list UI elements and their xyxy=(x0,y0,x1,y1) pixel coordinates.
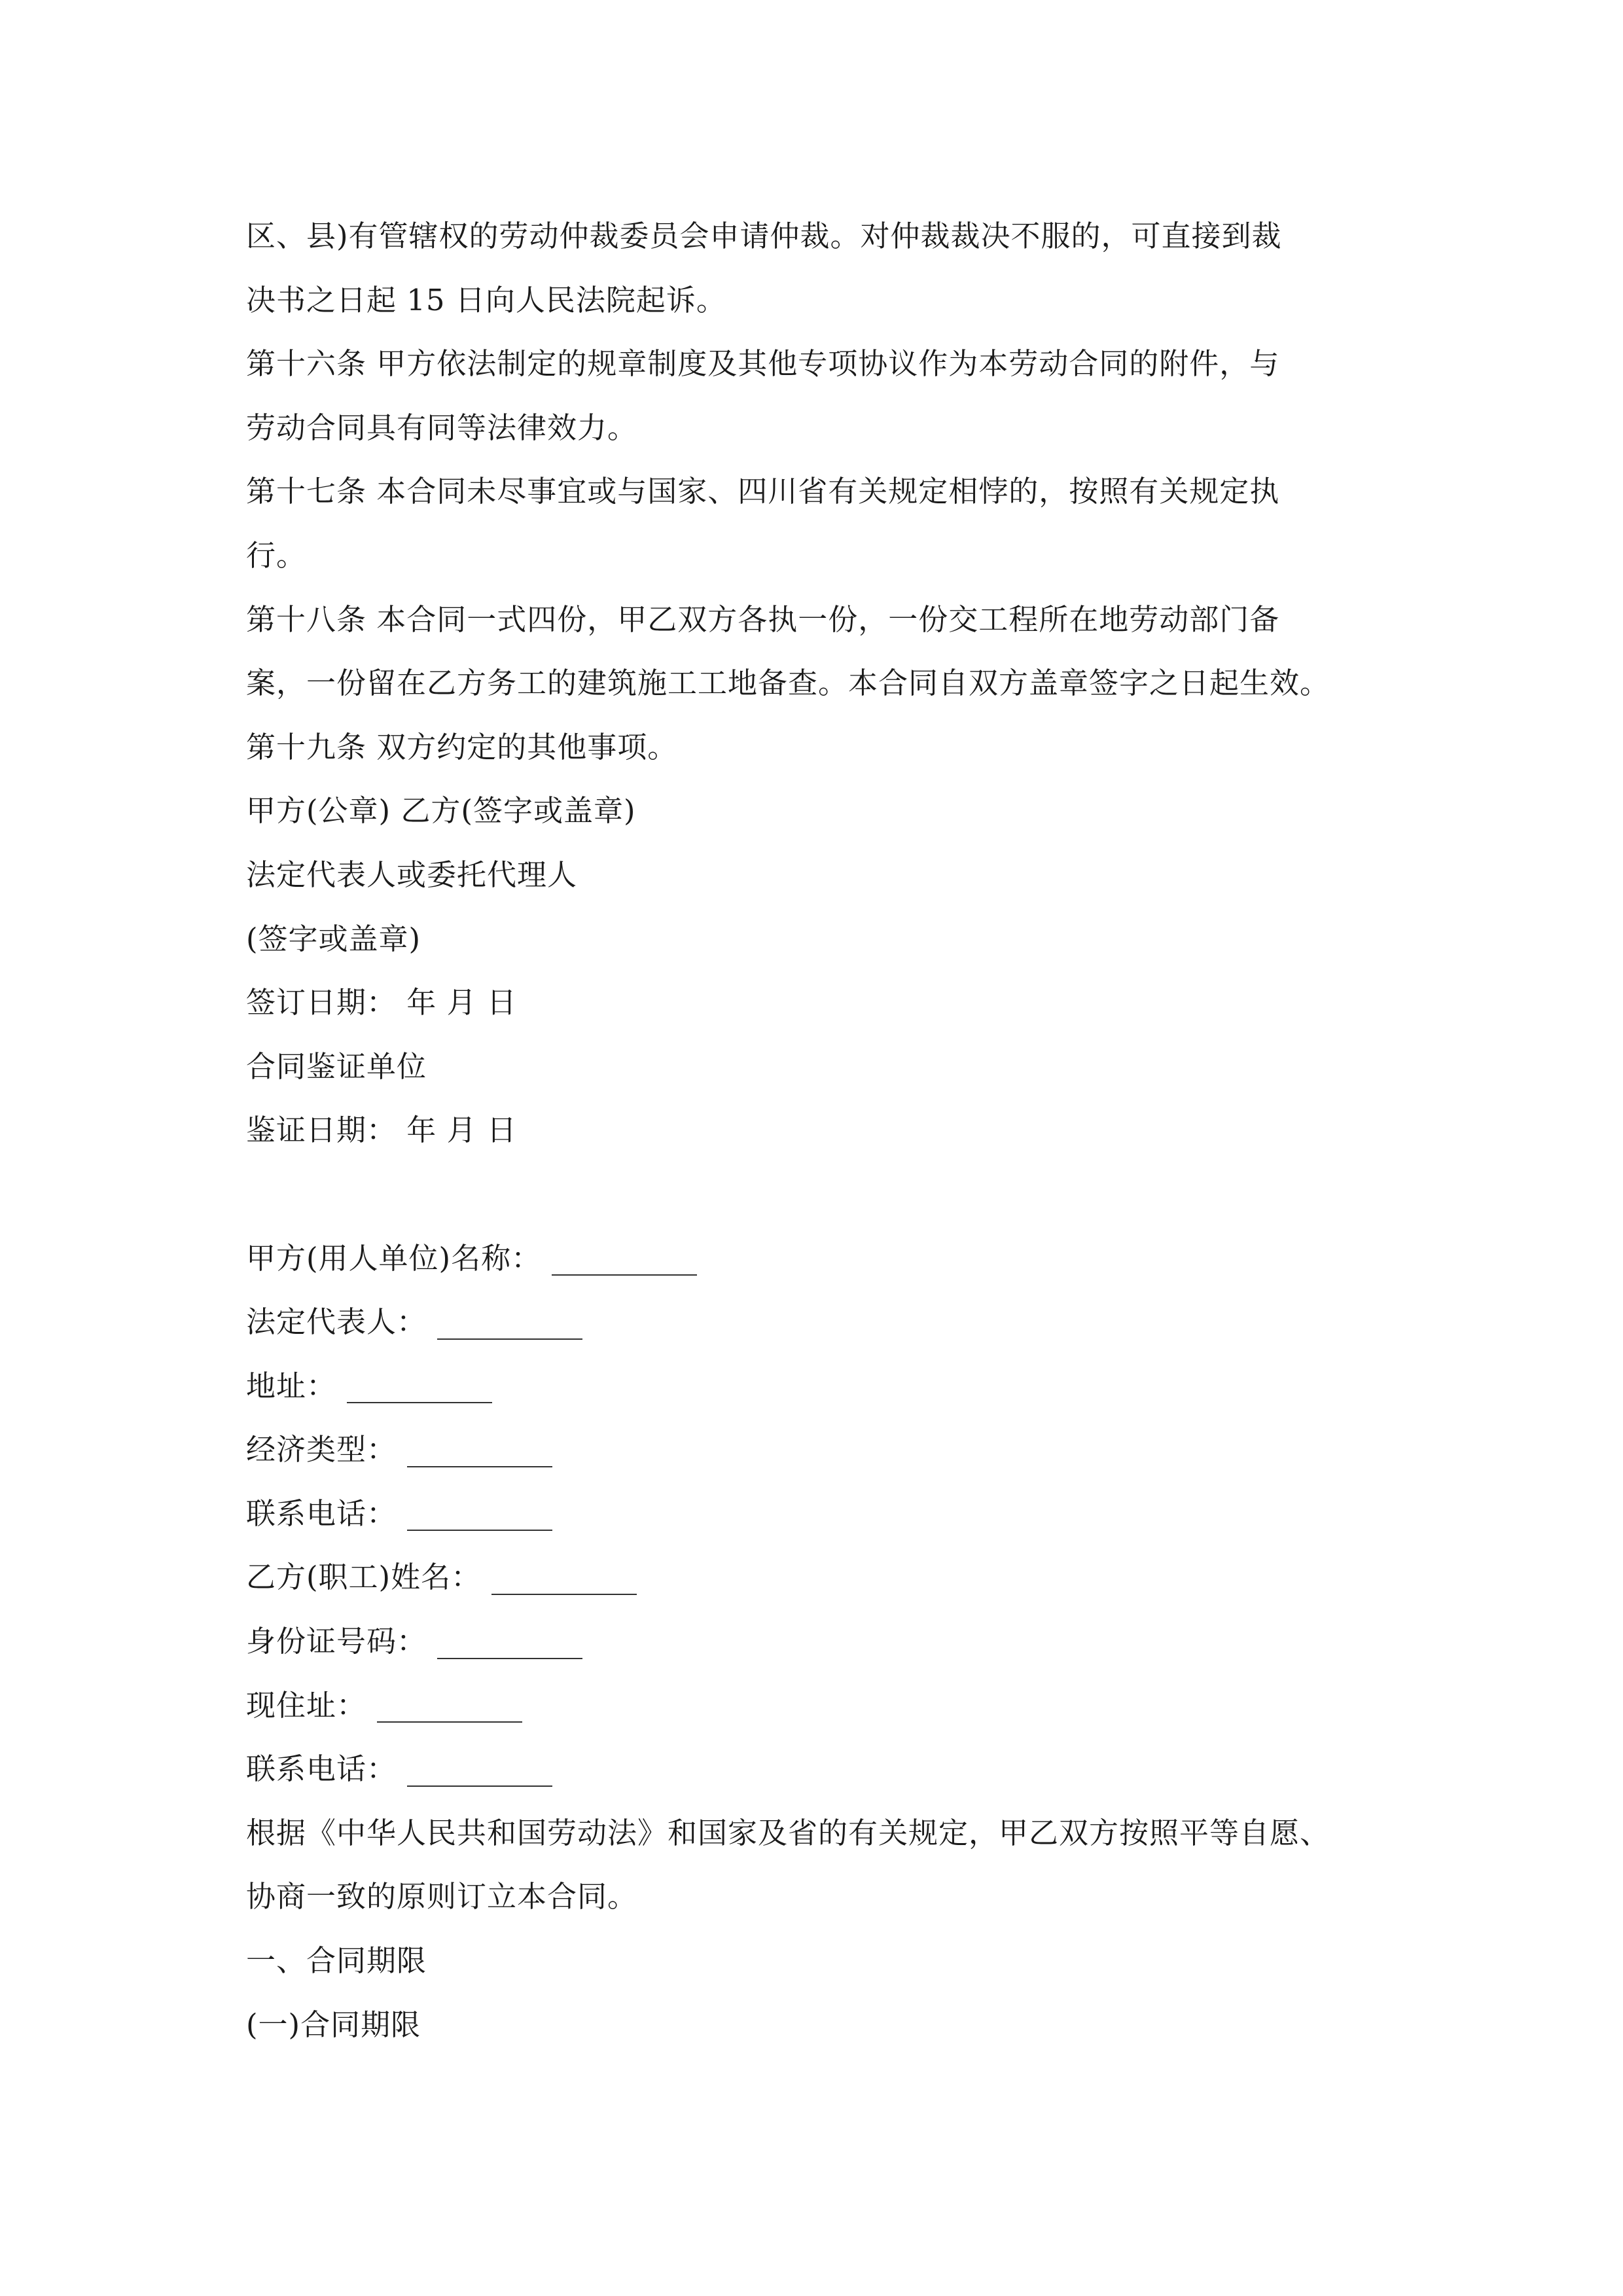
fill-in-blank xyxy=(491,1568,637,1595)
field-current-address xyxy=(246,1674,1385,1738)
field-label: 身份证号码： xyxy=(246,1624,427,1659)
article-18-line-1: 第十八条 本合同一式四份，甲乙双方各执一份，一份交工程所在地劳动部门备 xyxy=(246,601,1280,637)
field-employee-phone xyxy=(246,1737,1385,1801)
field-label: 现住址： xyxy=(246,1687,367,1723)
article-18-line-2: 案，一份留在乙方务工的建筑施工工地备查。本合同自双方盖章签字之日起生效。 xyxy=(246,666,1330,701)
fill-in-blank xyxy=(437,1312,582,1340)
continued-text-line-2: 决书之日起 15 日向人民法院起诉。 xyxy=(246,282,726,317)
article-16-line-2: 劳动合同具有同等法律效力。 xyxy=(246,410,638,445)
signing-date-line: 签订日期： 年 月 日 xyxy=(246,985,517,1020)
field-address xyxy=(246,1354,1385,1418)
field-label: 联系电话： xyxy=(246,1751,397,1787)
field-label: 经济类型： xyxy=(246,1432,397,1467)
article-19-line: 第十九条 双方约定的其他事项。 xyxy=(246,729,678,764)
field-legal-representative xyxy=(246,1290,1385,1354)
article-16-line-1: 第十六条 甲方依法制定的规章制度及其他专项协议作为本劳动合同的附件，与 xyxy=(246,346,1280,382)
field-employee-name xyxy=(246,1545,1385,1609)
fill-in-blank xyxy=(407,1440,552,1467)
verification-unit-line: 合同鉴证单位 xyxy=(246,1049,427,1084)
legal-representative-line: 法定代表人或委托代理人 xyxy=(246,857,578,892)
document-body xyxy=(246,204,1385,2056)
fill-in-blank xyxy=(437,1632,582,1659)
field-label: 乙方(职工)姓名： xyxy=(246,1560,482,1595)
field-label: 法定代表人： xyxy=(246,1304,427,1340)
field-economic-type xyxy=(246,1418,1385,1482)
field-label: 甲方(用人单位)名称： xyxy=(246,1240,542,1276)
sign-or-seal-line: (签字或盖章) xyxy=(246,921,421,956)
party-signature-line: 甲方(公章) 乙方(签字或盖章) xyxy=(246,793,636,829)
field-employer-name xyxy=(246,1227,1385,1291)
section-heading: 一、合同期限 xyxy=(246,1943,427,1979)
blank-spacer xyxy=(246,1162,1385,1227)
fill-in-blank xyxy=(347,1376,492,1403)
field-employer-phone xyxy=(246,1482,1385,1546)
fill-in-blank xyxy=(407,1503,552,1531)
continued-text-line-1: 区、县)有管辖权的劳动仲裁委员会申请仲裁。对仲裁裁决不服的，可直接到裁 xyxy=(246,219,1282,253)
field-id-number xyxy=(246,1609,1385,1674)
fill-in-blank xyxy=(552,1248,697,1276)
fill-in-blank xyxy=(407,1759,552,1787)
preamble-line-2: 协商一致的原则订立本合同。 xyxy=(246,1879,638,1914)
subsection-heading: (一)合同期限 xyxy=(246,2007,421,2042)
preamble-line-1: 根据《中华人民共和国劳动法》和国家及省的有关规定，甲乙双方按照平等自愿、 xyxy=(246,1815,1330,1850)
field-label: 联系电话： xyxy=(246,1496,397,1531)
fill-in-blank xyxy=(377,1695,522,1723)
verification-date-line: 鉴证日期： 年 月 日 xyxy=(246,1113,517,1148)
article-17-line-1: 第十七条 本合同未尽事宜或与国家、四川省有关规定相悖的，按照有关规定执 xyxy=(246,474,1280,509)
article-17-line-2: 行。 xyxy=(246,537,307,573)
field-label: 地址： xyxy=(246,1368,337,1403)
